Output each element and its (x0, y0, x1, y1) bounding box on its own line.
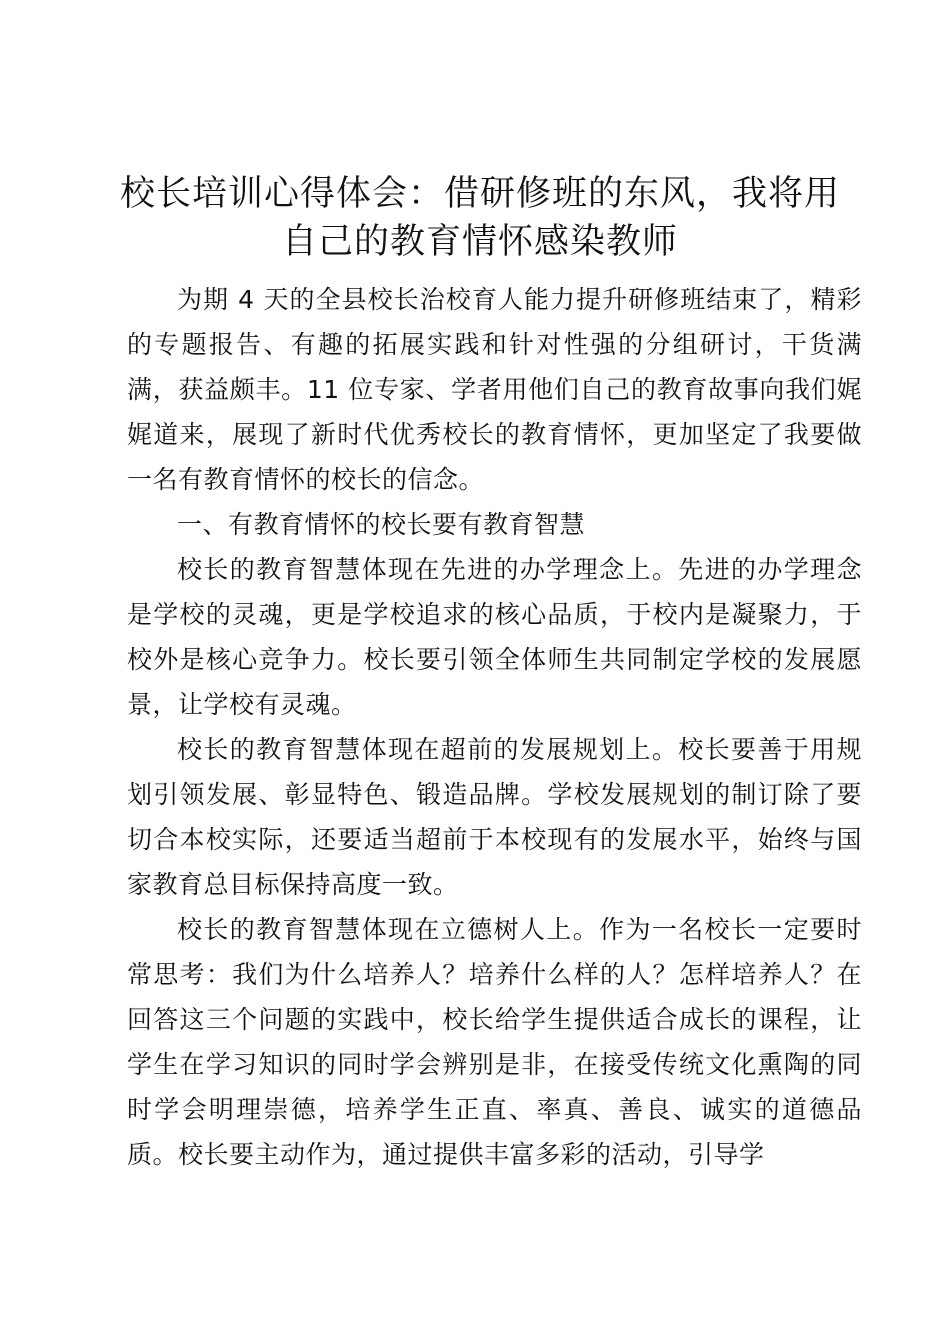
paragraph-moral-education: 校长的教育智慧体现在立德树人上。作为一名校长一定要时常思考：我们为什么培养人？培养什么样的人？怎样培养人？在回答这三个问题的实践中，校长给学生提供适合成长的课程，让学生在学习知识的同时学会辨别是非，在接受传统文化熏陶的同时学会明理崇德，培养学生正直、率真、善良、诚实的道德品质。校长要主动作为，通过提供丰富多彩的活动，引导学 (127, 915, 862, 1169)
document-title: 校长培训心得体会：借研修班的东风，我将用自己的教育情怀感染教师 (119, 174, 840, 262)
paragraph-philosophy: 校长的教育智慧体现在先进的办学理念上。先进的办学理念是学校的灵魂，更是学校追求的核心品质，于校内是凝聚力，于校外是核心竞争力。校长要引领全体师生共同制定学校的发展愿景，让学校有灵魂。 (127, 555, 862, 719)
document-body (127, 277, 862, 1177)
paragraph-intro: 为期 4 天的全县校长治校育人能力提升研修班结束了，精彩的专题报告、有趣的拓展实践和针对性强的分组研讨，干货满满，获益颇丰。11 位专家、学者用他们自己的教育故事向我们娓娓道来，展现了新时代优秀校长的教育情怀，更加坚定了我要做一名有教育情怀的校长的信念。 (127, 285, 862, 494)
section-heading-1: 一、有教育情怀的校长要有教育智慧 (177, 510, 586, 539)
paragraph-planning: 校长的教育智慧体现在超前的发展规划上。校长要善于用规划引领发展、彰显特色、锻造品牌。学校发展规划的制订除了要切合本校实际，还要适当超前于本校现有的发展水平，始终与国家教育总目标保持高度一致。 (127, 735, 862, 899)
